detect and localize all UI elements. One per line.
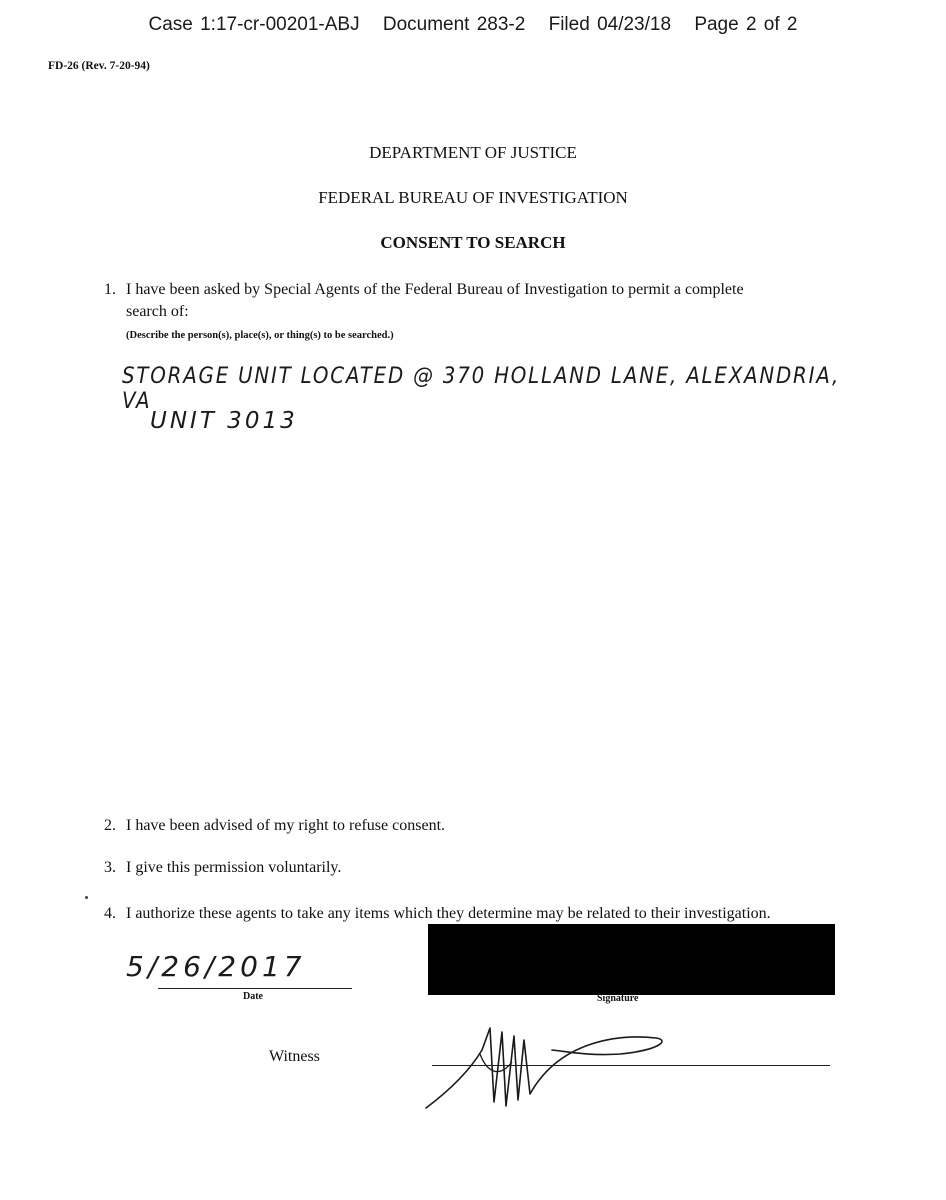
item-number: 2. [104, 817, 116, 834]
case-header [0, 14, 946, 36]
item-text: I give this permission voluntarily. [126, 859, 342, 876]
item-number: 4. [104, 905, 116, 922]
consent-item-1 [104, 279, 844, 301]
form-title: CONSENT TO SEARCH [380, 233, 566, 252]
bureau-heading: FEDERAL BUREAU OF INVESTIGATION [318, 188, 628, 207]
filed-date: Filed 04/23/18 [548, 14, 672, 35]
handwritten-search-location: STORAGE UNIT LOCATED @ 370 HOLLAND LANE, ALEXANDRIA, VA [122, 364, 841, 414]
handwritten-date: 5/26/2017 [126, 950, 306, 983]
margin-dot [85, 896, 88, 899]
page-number: Page 2 of 2 [694, 14, 798, 35]
consent-item-3 [104, 857, 341, 879]
item-text: I have been advised of my right to refuse consent. [126, 817, 446, 834]
handwritten-unit-number: UNIT 3013 [150, 408, 298, 434]
item-text: I authorize these agents to take any items which they determine may be related to their investigation. [126, 905, 771, 922]
item-text: I have been asked by Special Agents of the Federal Bureau of Investigation to permit a complete [126, 281, 744, 298]
document-number: Document 283-2 [382, 14, 526, 35]
witness-signature-scrawl [420, 1010, 680, 1120]
form-number: FD-26 (Rev. 7-20-94) [48, 60, 150, 72]
signature-label: Signature [597, 993, 639, 1004]
date-label: Date [243, 991, 263, 1002]
search-description-note: (Describe the person(s), place(s), or thing(s) to be searched.) [126, 330, 394, 341]
consent-item-2 [104, 815, 445, 837]
department-heading: DEPARTMENT OF JUSTICE [369, 143, 577, 162]
item-number: 1. [104, 281, 116, 298]
consent-item-1-continued: search of: [126, 303, 189, 320]
witness-label: Witness [269, 1048, 320, 1065]
redacted-signature-block [428, 924, 835, 995]
date-line [158, 988, 352, 989]
consent-item-4 [104, 903, 864, 925]
item-number: 3. [104, 859, 116, 876]
case-number: Case 1:17-cr-00201-ABJ [148, 14, 360, 35]
